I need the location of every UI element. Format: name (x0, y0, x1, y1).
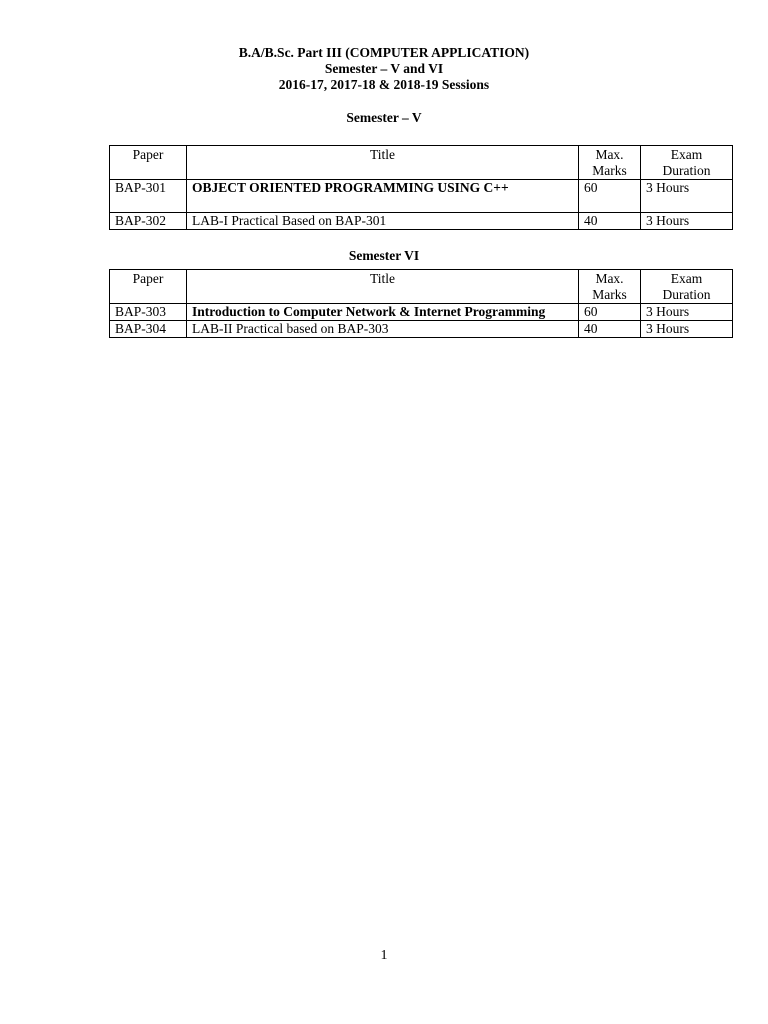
paper-title: Introduction to Computer Network & Internet Programming (187, 304, 579, 321)
column-header-title: Title (187, 146, 579, 180)
marks-label-2: Marks (592, 287, 627, 302)
max-marks: 40 (579, 321, 641, 338)
paper-code: BAP-304 (110, 321, 187, 338)
semester-6-heading: Semester VI (348, 248, 420, 263)
paper-code: BAP-302 (110, 213, 187, 230)
max-marks: 40 (579, 213, 641, 230)
paper-code: BAP-303 (110, 304, 187, 321)
column-header-title: Title (187, 270, 579, 304)
table-row (110, 304, 733, 321)
column-header-paper: Paper (110, 146, 187, 180)
exam-duration: 3 Hours (641, 180, 733, 213)
max-marks: 60 (579, 180, 641, 213)
document-header (0, 45, 768, 93)
table-row (110, 180, 733, 213)
marks-label-1: Max. (595, 271, 624, 286)
duration-label-1: Exam (670, 147, 703, 162)
column-header-marks (579, 146, 641, 180)
column-header-duration (641, 146, 733, 180)
paper-title: OBJECT ORIENTED PROGRAMMING USING C++ (187, 180, 579, 213)
max-marks: 60 (579, 304, 641, 321)
column-header-marks (579, 270, 641, 304)
semester-6-table (109, 269, 733, 338)
semester-range: Semester – V and VI (324, 61, 444, 76)
page-number: 1 (380, 948, 388, 963)
semester-5-heading: Semester – V (346, 110, 422, 125)
table-row (110, 321, 733, 338)
table-header-row (110, 146, 733, 180)
exam-duration: 3 Hours (641, 304, 733, 321)
paper-title: LAB-II Practical based on BAP-303 (187, 321, 579, 338)
course-title: B.A/B.Sc. Part III (COMPUTER APPLICATION) (238, 45, 530, 60)
column-header-duration (641, 270, 733, 304)
duration-label-1: Exam (670, 271, 703, 286)
paper-title: LAB-I Practical Based on BAP-301 (187, 213, 579, 230)
column-header-paper: Paper (110, 270, 187, 304)
table-row (110, 213, 733, 230)
semester-5-table (109, 145, 733, 230)
marks-label-1: Max. (595, 147, 624, 162)
sessions: 2016-17, 2017-18 & 2018-19 Sessions (278, 77, 490, 92)
exam-duration: 3 Hours (641, 213, 733, 230)
exam-duration: 3 Hours (641, 321, 733, 338)
duration-label-2: Duration (662, 287, 711, 302)
duration-label-2: Duration (662, 163, 711, 178)
paper-code: BAP-301 (110, 180, 187, 213)
marks-label-2: Marks (592, 163, 627, 178)
table-header-row (110, 270, 733, 304)
